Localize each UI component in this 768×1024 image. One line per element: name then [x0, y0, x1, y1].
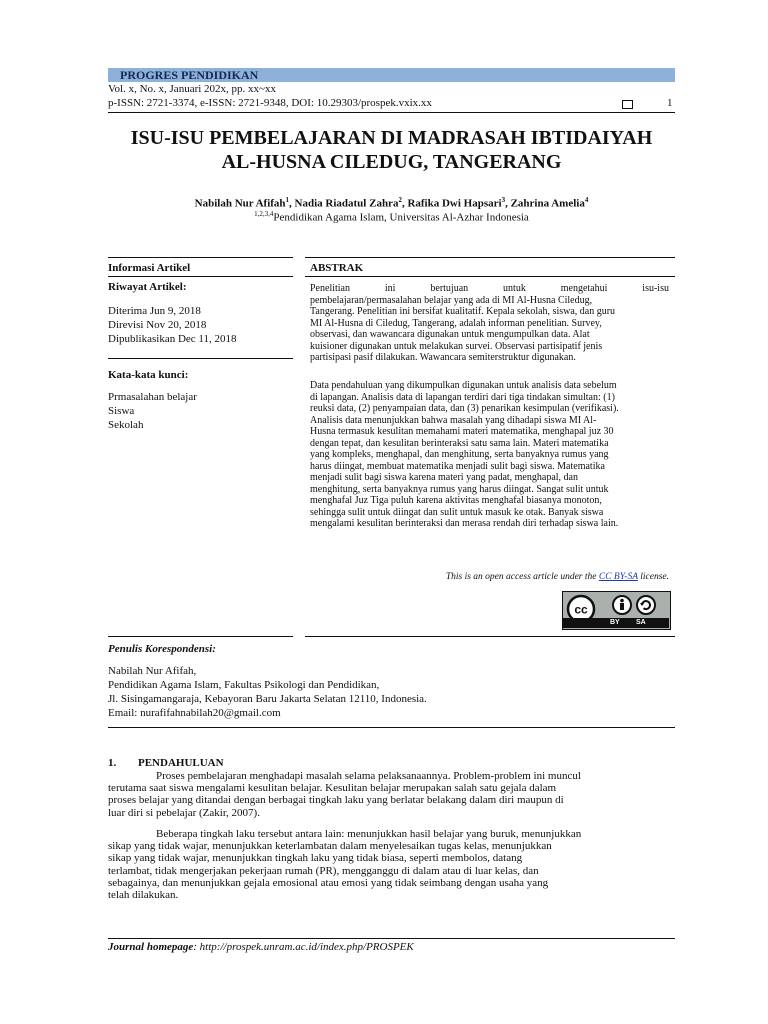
- abstract-line: partisipasi pasif dilakukan. Wawancara semiterstruktur digunakan.: [310, 352, 576, 363]
- correspondence-heading: Penulis Korespondensi:: [108, 643, 216, 655]
- section-heading: PENDAHULUAN: [138, 757, 224, 769]
- body-line: sikap yang tidak wajar, menunjukkan keterlambatan dalam menyelesaikan tugas kelas, menunjukkan: [108, 840, 552, 853]
- page-number: 1: [667, 97, 673, 109]
- homepage-label: Journal homepage: [108, 941, 194, 953]
- abstract-line: yang kompleks, menghapal, dan menghitung, serta banyaknya rumus yang: [310, 449, 609, 460]
- body-line: luar diri si pebelajar (Zakir, 2007).: [108, 806, 260, 819]
- author-name: Rafika Dwi Hapsari: [407, 197, 502, 210]
- corr-rule-right: [305, 636, 675, 637]
- cc-by-label: BY: [610, 619, 620, 626]
- abstract-line-spaced: [310, 283, 669, 295]
- body-line: sikap yang tidak wajar, menunjukkan tingkah laku yang tidak biasa, seperti membolos, datang: [108, 852, 523, 865]
- affiliation-text: Pendidikan Agama Islam, Universitas Al-Azhar Indonesia: [273, 211, 529, 224]
- abstract-heading: ABSTRAK: [310, 262, 364, 274]
- word: mengetahui: [560, 283, 608, 294]
- corr-rule-left: [108, 636, 293, 637]
- homepage-url[interactable]: : http://prospek.unram.ac.id/index.php/PROSPEK: [193, 941, 414, 953]
- keyword-item: Sekolah: [108, 419, 144, 431]
- affiliation: [108, 210, 675, 224]
- abstract-line: Analisis data menunjukkan bahwa masalah yang dihadapi siswa MI Al-: [310, 414, 597, 426]
- abstract-line: mengalami kesulitan berinteraksi dan merasa rendah diri terhadap siswa lain.: [310, 518, 619, 529]
- sa-icon: [637, 596, 655, 614]
- body-line: sebagainya, dan menunjukkan gejala emosional atau emosi yang tidak seimbang dengan usaha yang: [108, 876, 549, 889]
- body-line: Proses pembelajaran menghadapi masalah selama pelaksanaannya. Problem-problem ini muncul: [156, 770, 581, 782]
- abstract-top-rule: [305, 257, 675, 258]
- body-line: terutama saat siswa mengalami kesulitan belajar. Kesulitan belajar merupakan salah satu gejala dalam: [108, 782, 557, 795]
- info-heading: Informasi Artikel: [108, 262, 191, 274]
- word: ini: [384, 283, 396, 294]
- abstract-line: Tangerang. Penelitian ini bersifat kualitatif. Kepala sekolah, siswa, dan guru: [310, 306, 616, 317]
- abstract-line: dengan tepat, dan kesulitan berinteraksi satu sama lain. Materi matematika: [310, 437, 609, 449]
- author-list: Nabilah Nur Afifah$^1$, Nadia Riadatul Zahra$^2$, Rafika Dwi Hapsari$^3$, Zahrina Amelia$^4$: [194, 196, 589, 210]
- square-icon: [622, 100, 633, 109]
- abstract-paragraph-1: [310, 283, 669, 364]
- keyword-item: Prmasalahan belajar: [108, 391, 197, 403]
- paper-title: [108, 126, 675, 174]
- title-line-1: ISU-ISU PEMBELAJARAN DI MADRASAH IBTIDAIYAH: [130, 127, 653, 149]
- correspondence-line: Jl. Sisingamangaraja, Kebayoran Baru Jakarta Selatan 12110, Indonesia.: [108, 693, 427, 705]
- abstract-line: reuksi data, (2) penyampaian data, dan (3) penarikan kesimpulan (verifikasi).: [310, 403, 619, 414]
- section-number: 1.: [108, 757, 117, 769]
- intro-paragraph-2: [108, 828, 674, 901]
- abstract-paragraph-2: [310, 380, 669, 530]
- word: untuk: [503, 283, 526, 294]
- author-sup: 1: [285, 196, 290, 204]
- journal-homepage: [108, 941, 414, 953]
- abstract-line: pembelajaran/permasalahan belajar yang ada di MI Al-Husna Ciledug,: [310, 294, 593, 306]
- header-rule: [108, 112, 675, 113]
- keywords-heading: Kata-kata kunci:: [108, 369, 189, 381]
- history-published: Dipublikasikan Dec 11, 2018: [108, 333, 237, 345]
- abstract-line: MI Al-Husna di Ciledug, Tangerang, adalah informan penelitian. Survey,: [310, 317, 602, 329]
- author-name: Zahrina Amelia: [510, 197, 585, 210]
- license-note: [310, 572, 669, 582]
- abstract-line: menghafal Juz Tiga puluh karena aktivitas menghafal biasanya monoton,: [310, 495, 602, 506]
- info-heading-rule: [108, 276, 293, 277]
- abstract-line: kuisioner digunakan untuk melakukan survei. Observasi partisipatif jenis: [310, 340, 603, 352]
- body-line: terlambat, tidak mengerjakan pekerjaan rumah (PR), mengganggu di dalam atau di luar kelas, dan: [108, 864, 539, 877]
- abstract-line: Data pendahuluan yang dikumpulkan digunakan untuk analisis data sebelum: [310, 380, 617, 391]
- abstract-line: di lapangan. Analisis data di lapangan terdiri dari tiga tindakan simultan: (1): [310, 391, 615, 403]
- body-line: telah dilakukan.: [108, 889, 179, 902]
- history-heading: Riwayat Artikel:: [108, 281, 187, 293]
- cc-badge-strip: [562, 618, 669, 628]
- abstract-heading-rule: [305, 276, 675, 277]
- body-line: Beberapa tingkah laku tersebut antara lain: menunjukkan hasil belajar yang buruk, menunjukkan: [156, 828, 582, 840]
- history-revised: Direvisi Nov 20, 2018: [108, 319, 207, 331]
- svg-text:cc: cc: [574, 602, 588, 617]
- license-prefix: This is an open access article under the: [445, 572, 599, 582]
- author-name: Nadia Riadatul Zahra: [294, 197, 399, 210]
- body-line: proses belajar yang ditandai dengan berbagai tingkah laku yang berlatar belakang dalam diri maupun di: [108, 794, 564, 807]
- intro-paragraph-1: [108, 770, 674, 819]
- issn-info: p-ISSN: 2721-3374, e-ISSN: 2721-9348, DOI: 10.29303/prospek.vxix.xx: [108, 97, 432, 109]
- volume-info: Vol. x, No. x, Januari 202x, pp. xx~xx: [108, 83, 276, 95]
- license-link[interactable]: CC BY-SA: [598, 572, 638, 582]
- abstract-line: menjadi sulit bagi siswa karena materi yang padat, menghapal, dan: [310, 472, 578, 483]
- author-sup: 2: [398, 196, 402, 204]
- author-sup: 3: [501, 196, 506, 204]
- footer-rule: [108, 938, 675, 939]
- correspondence-bottom-rule: [108, 727, 675, 728]
- abstract-line: menghitung, serta banyaknya rumus yang harus diingat. Sangat sulit untuk: [310, 483, 609, 495]
- word: bertujuan: [430, 283, 469, 294]
- keyword-item: Siswa: [108, 405, 135, 417]
- title-line-2: AL-HUSNA CILEDUG, TANGERANG: [221, 151, 562, 173]
- abstract-line: harus diingat, membuat matematika menjadi sulit bagi siswa. Matematika: [310, 460, 605, 472]
- cc-sa-label: SA: [636, 619, 646, 626]
- affiliation-sup: 1,2,3,4: [254, 210, 274, 218]
- license-suffix: license.: [637, 572, 669, 582]
- word: isu-isu: [642, 283, 669, 294]
- author-name: Nabilah Nur Afifah: [194, 197, 286, 210]
- abstract-line: Husna termasuk kesulitan memahami materi matematika, menghapal juz 30: [310, 426, 614, 437]
- correspondence-email: Email: nurafifahnabilah20@gmail.com: [108, 707, 281, 719]
- correspondence-line: Nabilah Nur Afifah,: [108, 665, 197, 677]
- author-sup: 4: [584, 196, 589, 204]
- correspondence-line: Pendidikan Agama Islam, Fakultas Psikologi dan Pendidikan,: [108, 679, 380, 691]
- history-received: Diterima Jun 9, 2018: [108, 305, 201, 317]
- keywords-rule: [108, 358, 293, 359]
- word: Penelitian: [310, 283, 350, 294]
- info-top-rule: [108, 257, 293, 258]
- journal-name: PROGRES PENDIDIKAN: [120, 68, 259, 82]
- abstract-line: observasi, dan wawancara digunakan untuk mengumpulkan data. Alat: [310, 329, 590, 340]
- abstract-line: sehingga sulit untuk diingat dan sulit untuk masuk ke otak. Banyak siswa: [310, 506, 604, 518]
